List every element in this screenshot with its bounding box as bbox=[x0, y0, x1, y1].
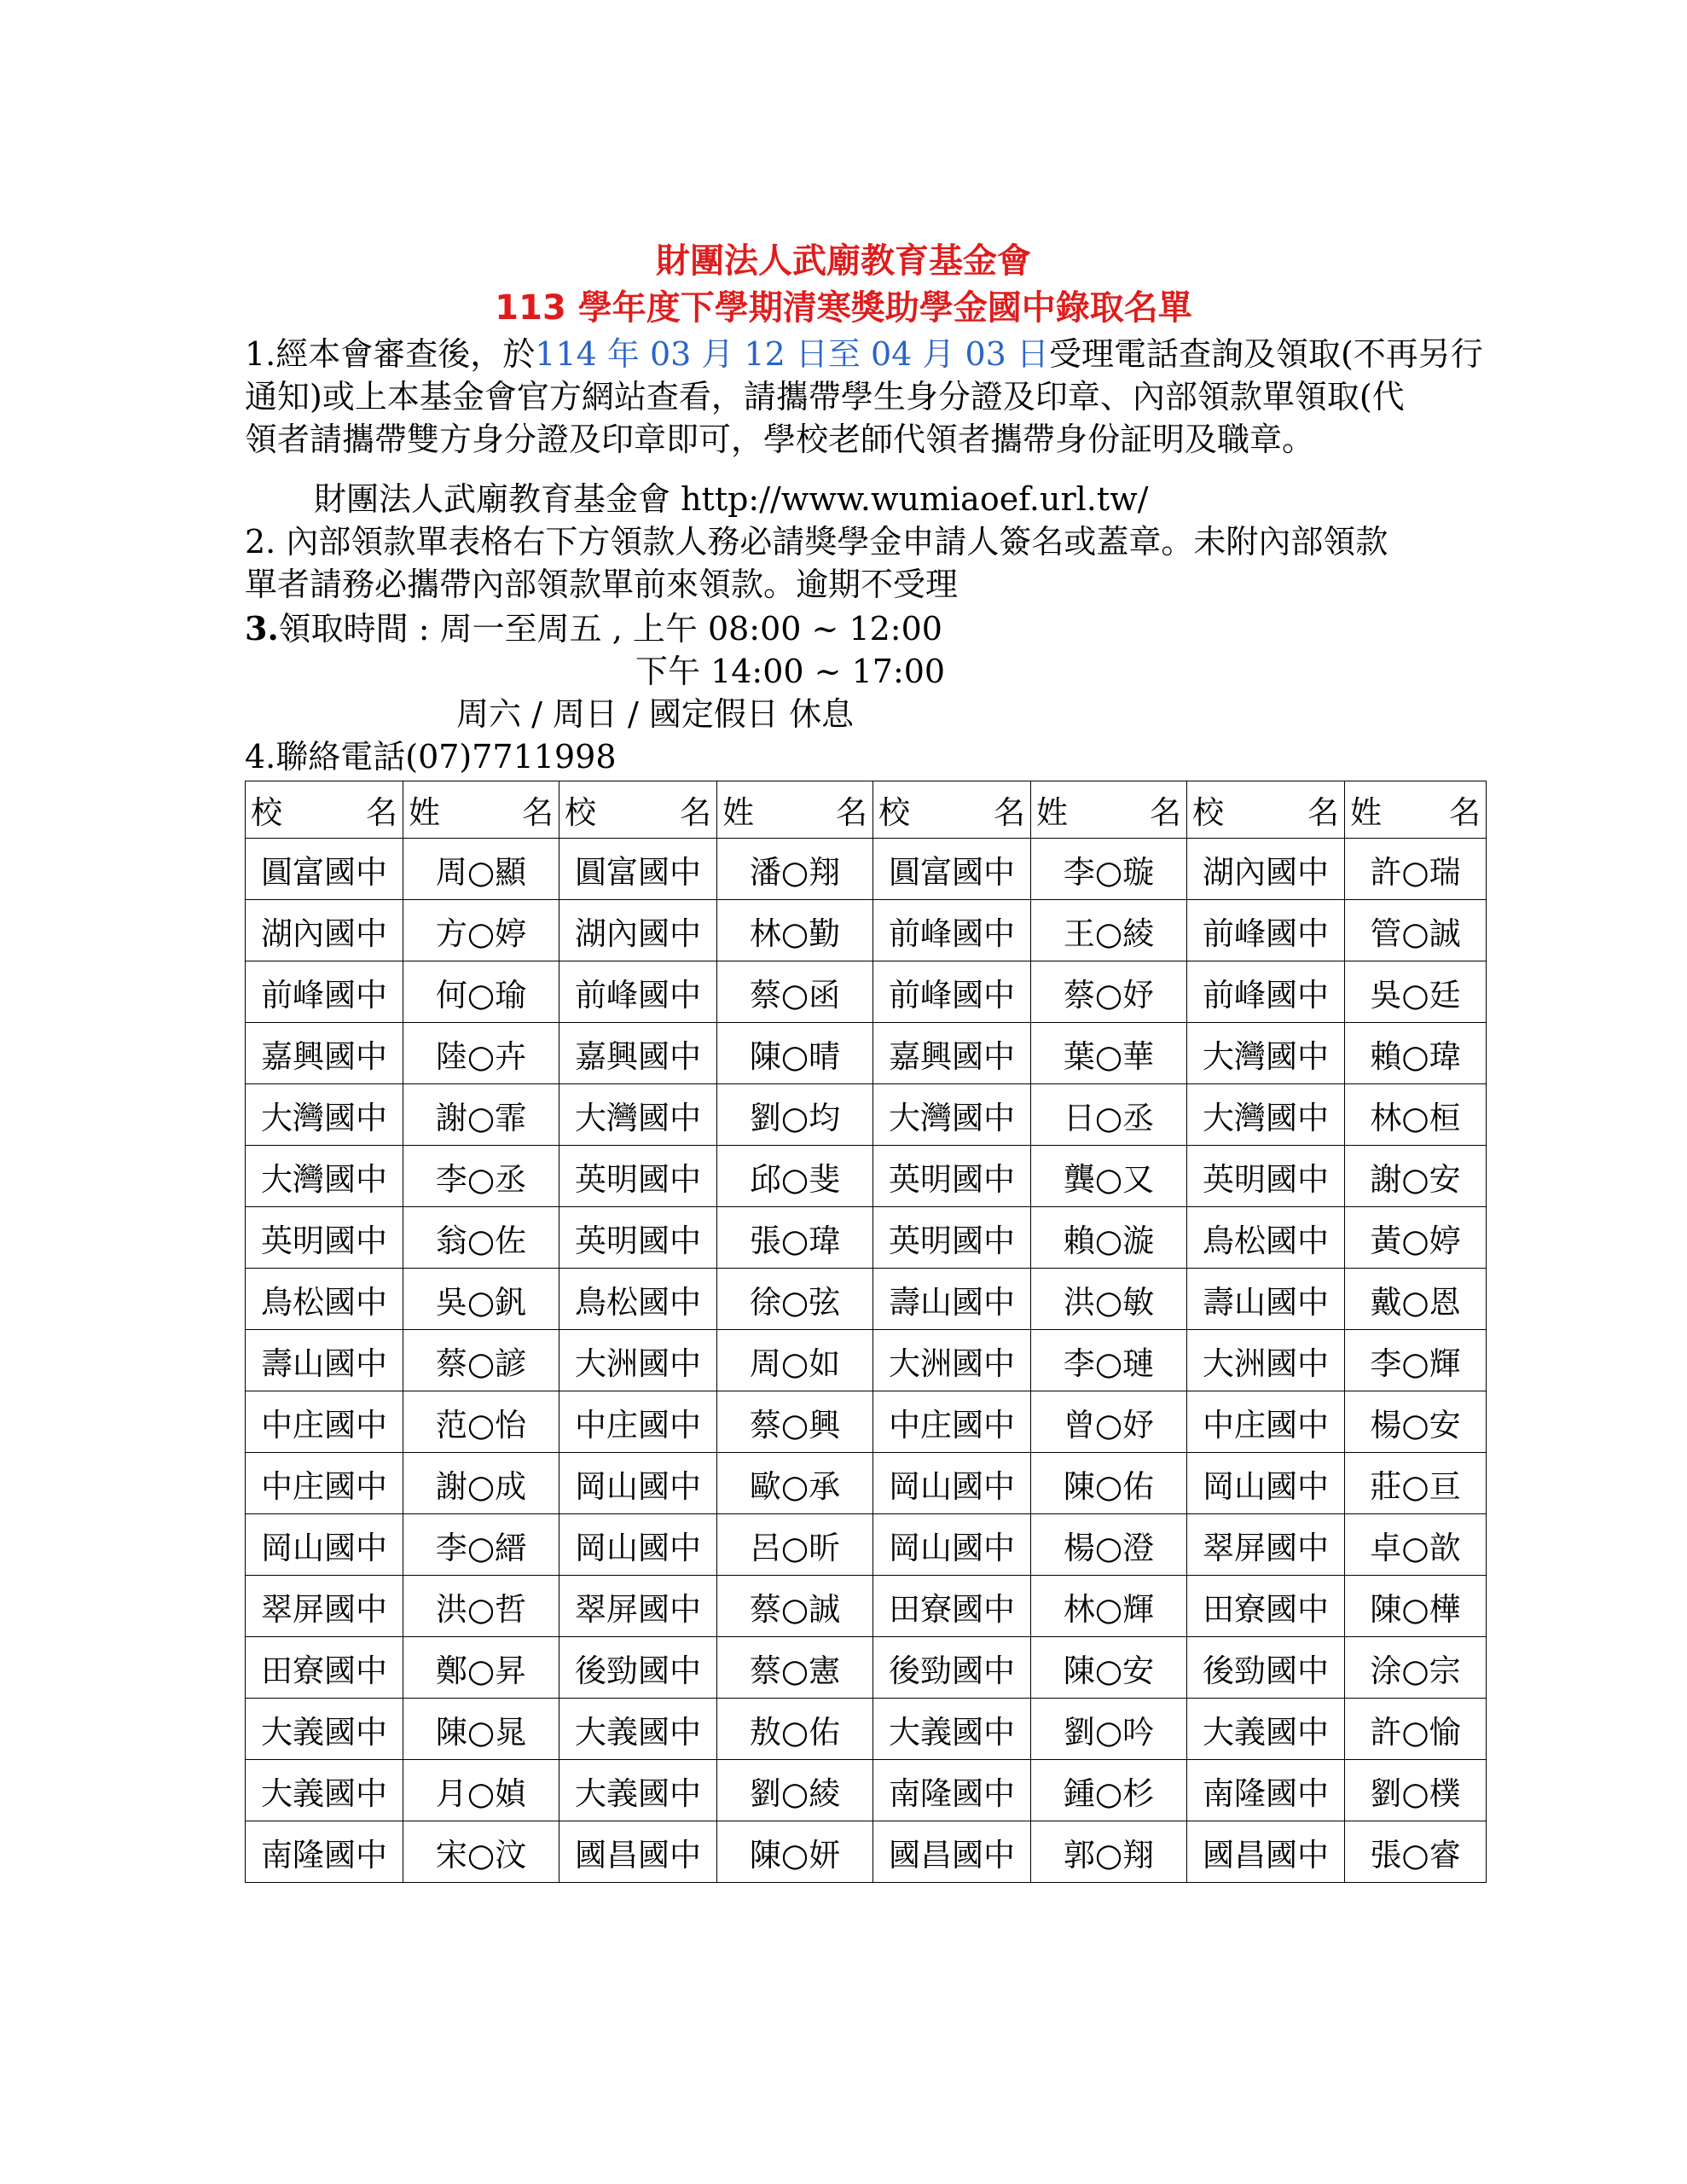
student-name-cell: 楊○澄 bbox=[1031, 1514, 1187, 1576]
school-cell: 湖內國中 bbox=[559, 900, 717, 961]
school-cell: 田寮國中 bbox=[246, 1637, 403, 1699]
student-name-cell: 管○誠 bbox=[1345, 900, 1487, 961]
table-row bbox=[246, 1637, 1487, 1699]
school-cell: 國昌國中 bbox=[1187, 1821, 1345, 1883]
table-row bbox=[246, 1453, 1487, 1514]
school-cell: 南隆國中 bbox=[246, 1821, 403, 1883]
school-cell: 英明國中 bbox=[246, 1207, 403, 1269]
name-column-header bbox=[1031, 781, 1187, 839]
student-name-cell: 謝○霏 bbox=[403, 1084, 559, 1146]
school-cell: 岡山國中 bbox=[873, 1453, 1031, 1514]
student-name-cell: 賴○瑋 bbox=[1345, 1023, 1487, 1084]
school-cell: 鳥松國中 bbox=[246, 1269, 403, 1330]
school-cell: 翠屏國中 bbox=[559, 1576, 717, 1637]
school-cell: 大灣國中 bbox=[246, 1146, 403, 1207]
school-cell: 中庄國中 bbox=[246, 1453, 403, 1514]
header-char: 姓 bbox=[722, 794, 754, 831]
name-column-header bbox=[717, 781, 873, 839]
student-name-cell: 蔡○誠 bbox=[717, 1576, 873, 1637]
table-row bbox=[246, 961, 1487, 1023]
student-name-cell: 蔡○憲 bbox=[717, 1637, 873, 1699]
student-name-cell: 李○縉 bbox=[403, 1514, 559, 1576]
header-label bbox=[559, 787, 716, 833]
student-name-cell: 鄭○昇 bbox=[403, 1637, 559, 1699]
school-cell: 大義國中 bbox=[1187, 1699, 1345, 1760]
school-cell: 大義國中 bbox=[246, 1699, 403, 1760]
school-cell: 田寮國中 bbox=[1187, 1576, 1345, 1637]
header-char: 名 bbox=[836, 794, 867, 831]
header-char: 名 bbox=[1150, 794, 1181, 831]
student-name-cell: 陳○妍 bbox=[717, 1821, 873, 1883]
school-cell: 大洲國中 bbox=[873, 1330, 1031, 1391]
student-name-cell: 謝○成 bbox=[403, 1453, 559, 1514]
student-name-cell: 周○如 bbox=[717, 1330, 873, 1391]
student-name-cell: 李○璇 bbox=[1031, 839, 1187, 900]
student-name-cell: 楊○安 bbox=[1345, 1391, 1487, 1453]
student-name-cell: 呂○昕 bbox=[717, 1514, 873, 1576]
student-name-cell: 卓○歆 bbox=[1345, 1514, 1487, 1576]
school-cell: 英明國中 bbox=[873, 1207, 1031, 1269]
school-cell: 大灣國中 bbox=[873, 1084, 1031, 1146]
school-cell: 後勁國中 bbox=[1187, 1637, 1345, 1699]
student-name-cell: 戴○恩 bbox=[1345, 1269, 1487, 1330]
student-name-cell: 曾○妤 bbox=[1031, 1391, 1187, 1453]
school-cell: 岡山國中 bbox=[559, 1514, 717, 1576]
school-cell: 南隆國中 bbox=[873, 1760, 1031, 1821]
school-cell: 前峰國中 bbox=[873, 961, 1031, 1023]
roster-table bbox=[245, 781, 1487, 1883]
student-name-cell: 陳○安 bbox=[1031, 1637, 1187, 1699]
notice-2-line-2: 單者請務必攜帶內部領款單前來領款。逾期不受理 bbox=[245, 566, 959, 603]
student-name-cell: 林○輝 bbox=[1031, 1576, 1187, 1637]
table-header-row bbox=[246, 781, 1487, 839]
school-cell: 嘉興國中 bbox=[559, 1023, 717, 1084]
student-name-cell: 龔○又 bbox=[1031, 1146, 1187, 1207]
item-number: 3. bbox=[245, 609, 279, 648]
header-char: 校 bbox=[878, 794, 910, 831]
student-name-cell: 方○婷 bbox=[403, 900, 559, 961]
student-name-cell: 莊○亘 bbox=[1345, 1453, 1487, 1514]
school-cell: 圓富國中 bbox=[873, 839, 1031, 900]
notice-dates: 114 年 03 月 12 日至 04 月 03 日 bbox=[535, 335, 1049, 373]
table-row bbox=[246, 1576, 1487, 1637]
school-cell: 後勁國中 bbox=[873, 1637, 1031, 1699]
school-cell: 大灣國中 bbox=[246, 1084, 403, 1146]
hours-line-2: 下午 14:00 ~ 17:00 bbox=[635, 653, 946, 690]
student-name-cell: 林○桓 bbox=[1345, 1084, 1487, 1146]
school-cell: 後勁國中 bbox=[559, 1637, 717, 1699]
table-row bbox=[246, 1760, 1487, 1821]
student-name-cell: 賴○漩 bbox=[1031, 1207, 1187, 1269]
student-name-cell: 何○瑜 bbox=[403, 961, 559, 1023]
student-name-cell: 劉○樸 bbox=[1345, 1760, 1487, 1821]
student-name-cell: 蔡○興 bbox=[717, 1391, 873, 1453]
header-label bbox=[1031, 787, 1186, 833]
school-cell: 岡山國中 bbox=[1187, 1453, 1345, 1514]
school-cell: 嘉興國中 bbox=[873, 1023, 1031, 1084]
table-row bbox=[246, 1330, 1487, 1391]
student-name-cell: 許○瑞 bbox=[1345, 839, 1487, 900]
school-cell: 大義國中 bbox=[873, 1699, 1031, 1760]
student-name-cell: 劉○吟 bbox=[1031, 1699, 1187, 1760]
school-cell: 前峰國中 bbox=[559, 961, 717, 1023]
header-label bbox=[873, 787, 1030, 833]
school-cell: 中庄國中 bbox=[246, 1391, 403, 1453]
contact-phone: 4.聯絡電話(07)7711998 bbox=[245, 738, 617, 775]
header-char: 名 bbox=[1449, 794, 1481, 831]
table-row bbox=[246, 1023, 1487, 1084]
foundation-title: 財團法人武廟教育基金會 bbox=[656, 241, 1031, 281]
student-name-cell: 月○媜 bbox=[403, 1760, 559, 1821]
header-label bbox=[717, 787, 872, 833]
table-row bbox=[246, 900, 1487, 961]
student-name-cell: 日○丞 bbox=[1031, 1084, 1187, 1146]
school-cell: 岡山國中 bbox=[246, 1514, 403, 1576]
header-char: 名 bbox=[994, 794, 1025, 831]
header-char: 校 bbox=[251, 794, 282, 831]
school-cell: 國昌國中 bbox=[873, 1821, 1031, 1883]
school-cell: 田寮國中 bbox=[873, 1576, 1031, 1637]
student-name-cell: 洪○哲 bbox=[403, 1576, 559, 1637]
student-name-cell: 吳○廷 bbox=[1345, 961, 1487, 1023]
school-cell: 圓富國中 bbox=[559, 839, 717, 900]
hours-text: 領取時間 : 周一至周五 , 上午 08:00 ~ 12:00 bbox=[278, 610, 942, 648]
student-name-cell: 陳○晴 bbox=[717, 1023, 873, 1084]
header-char: 姓 bbox=[1036, 794, 1068, 831]
notice-line-2: 通知)或上本基金會官方網站查看，請攜帶學生身分證及印章、內部領款單領取(代 bbox=[245, 378, 1405, 415]
school-column-header bbox=[559, 781, 717, 839]
school-cell: 大義國中 bbox=[559, 1699, 717, 1760]
notice-text: 受理電話查詢及領取(不再另行 bbox=[1048, 335, 1483, 373]
school-cell: 翠屏國中 bbox=[1187, 1514, 1345, 1576]
school-cell: 大洲國中 bbox=[559, 1330, 717, 1391]
student-name-cell: 郭○翔 bbox=[1031, 1821, 1187, 1883]
school-cell: 中庄國中 bbox=[873, 1391, 1031, 1453]
table-row bbox=[246, 1084, 1487, 1146]
school-cell: 中庄國中 bbox=[1187, 1391, 1345, 1453]
table-row bbox=[246, 1207, 1487, 1269]
student-name-cell: 蔡○諺 bbox=[403, 1330, 559, 1391]
header-char: 校 bbox=[565, 794, 596, 831]
name-column-header bbox=[1345, 781, 1487, 839]
table-row bbox=[246, 1514, 1487, 1576]
student-name-cell: 林○勤 bbox=[717, 900, 873, 961]
header-label bbox=[1345, 787, 1486, 833]
school-cell: 岡山國中 bbox=[559, 1453, 717, 1514]
school-cell: 英明國中 bbox=[559, 1146, 717, 1207]
name-column-header bbox=[403, 781, 559, 839]
school-cell: 中庄國中 bbox=[559, 1391, 717, 1453]
student-name-cell: 王○綾 bbox=[1031, 900, 1187, 961]
student-name-cell: 陳○樺 bbox=[1345, 1576, 1487, 1637]
school-cell: 嘉興國中 bbox=[246, 1023, 403, 1084]
school-cell: 英明國中 bbox=[873, 1146, 1031, 1207]
header-char: 姓 bbox=[1350, 794, 1382, 831]
school-cell: 大義國中 bbox=[246, 1760, 403, 1821]
student-name-cell: 周○顯 bbox=[403, 839, 559, 900]
school-cell: 翠屏國中 bbox=[246, 1576, 403, 1637]
school-column-header bbox=[246, 781, 403, 839]
header-label bbox=[403, 787, 559, 833]
notice-line-3: 領者請攜帶雙方身分證及印章即可，學校老師代領者攜帶身份証明及職章。 bbox=[245, 421, 1315, 458]
student-name-cell: 李○璉 bbox=[1031, 1330, 1187, 1391]
student-name-cell: 宋○汶 bbox=[403, 1821, 559, 1883]
school-cell: 大洲國中 bbox=[1187, 1330, 1345, 1391]
student-name-cell: 劉○綾 bbox=[717, 1760, 873, 1821]
hours-line-3: 周六 / 周日 / 國定假日 休息 bbox=[456, 695, 855, 733]
website-line: 財團法人武廟教育基金會 http://www.wumiaoef.url.tw/ bbox=[314, 480, 1149, 518]
header-char: 名 bbox=[1307, 794, 1339, 831]
student-name-cell: 許○愉 bbox=[1345, 1699, 1487, 1760]
school-column-header bbox=[1187, 781, 1345, 839]
school-cell: 前峰國中 bbox=[873, 900, 1031, 961]
student-name-cell: 張○睿 bbox=[1345, 1821, 1487, 1883]
student-name-cell: 黃○婷 bbox=[1345, 1207, 1487, 1269]
student-name-cell: 陸○卉 bbox=[403, 1023, 559, 1084]
school-cell: 前峰國中 bbox=[1187, 900, 1345, 961]
table-row bbox=[246, 1821, 1487, 1883]
student-name-cell: 劉○均 bbox=[717, 1084, 873, 1146]
student-name-cell: 翁○佐 bbox=[403, 1207, 559, 1269]
student-name-cell: 李○輝 bbox=[1345, 1330, 1487, 1391]
header-label bbox=[1187, 787, 1344, 833]
table-body bbox=[246, 839, 1487, 1883]
student-name-cell: 謝○安 bbox=[1345, 1146, 1487, 1207]
header-char: 名 bbox=[366, 794, 397, 831]
school-cell: 鳥松國中 bbox=[1187, 1207, 1345, 1269]
student-name-cell: 邱○斐 bbox=[717, 1146, 873, 1207]
school-cell: 湖內國中 bbox=[1187, 839, 1345, 900]
header-char: 名 bbox=[680, 794, 711, 831]
student-name-cell: 葉○華 bbox=[1031, 1023, 1187, 1084]
school-cell: 壽山國中 bbox=[1187, 1269, 1345, 1330]
table-row bbox=[246, 1391, 1487, 1453]
header-label bbox=[246, 787, 403, 833]
school-cell: 壽山國中 bbox=[873, 1269, 1031, 1330]
header-char: 名 bbox=[522, 794, 554, 831]
header-char: 姓 bbox=[409, 794, 440, 831]
notice-line-1 bbox=[245, 333, 1483, 375]
student-name-cell: 吳○釩 bbox=[403, 1269, 559, 1330]
header-char: 校 bbox=[1192, 794, 1224, 831]
student-name-cell: 涂○宗 bbox=[1345, 1637, 1487, 1699]
school-cell: 國昌國中 bbox=[559, 1821, 717, 1883]
student-name-cell: 蔡○函 bbox=[717, 961, 873, 1023]
school-cell: 大義國中 bbox=[559, 1760, 717, 1821]
student-name-cell: 張○瑋 bbox=[717, 1207, 873, 1269]
school-column-header bbox=[873, 781, 1031, 839]
school-cell: 岡山國中 bbox=[873, 1514, 1031, 1576]
school-cell: 前峰國中 bbox=[1187, 961, 1345, 1023]
student-name-cell: 敖○佑 bbox=[717, 1699, 873, 1760]
list-title: 113 學年度下學期清寒獎助學金國中錄取名單 bbox=[495, 288, 1192, 328]
school-cell: 大灣國中 bbox=[559, 1084, 717, 1146]
table-row bbox=[246, 1146, 1487, 1207]
school-cell: 英明國中 bbox=[559, 1207, 717, 1269]
school-cell: 鳥松國中 bbox=[559, 1269, 717, 1330]
student-name-cell: 鍾○杉 bbox=[1031, 1760, 1187, 1821]
hours-line-1 bbox=[245, 607, 1456, 650]
student-name-cell: 蔡○妤 bbox=[1031, 961, 1187, 1023]
student-name-cell: 陳○晁 bbox=[403, 1699, 559, 1760]
student-name-cell: 李○丞 bbox=[403, 1146, 559, 1207]
school-cell: 壽山國中 bbox=[246, 1330, 403, 1391]
student-name-cell: 陳○佑 bbox=[1031, 1453, 1187, 1514]
school-cell: 前峰國中 bbox=[246, 961, 403, 1023]
notice-text: 1.經本會審查後，於 bbox=[245, 335, 536, 373]
student-name-cell: 范○怡 bbox=[403, 1391, 559, 1453]
school-cell: 圓富國中 bbox=[246, 839, 403, 900]
school-cell: 湖內國中 bbox=[246, 900, 403, 961]
school-cell: 大灣國中 bbox=[1187, 1023, 1345, 1084]
table-row bbox=[246, 1269, 1487, 1330]
school-cell: 英明國中 bbox=[1187, 1146, 1345, 1207]
school-cell: 大灣國中 bbox=[1187, 1084, 1345, 1146]
student-name-cell: 歐○承 bbox=[717, 1453, 873, 1514]
table-row bbox=[246, 839, 1487, 900]
student-name-cell: 洪○敏 bbox=[1031, 1269, 1187, 1330]
school-cell: 南隆國中 bbox=[1187, 1760, 1345, 1821]
notice-2-line-1: 2. 內部領款單表格右下方領款人務必請獎學金申請人簽名或蓋章。未附內部領款 bbox=[245, 523, 1388, 561]
student-name-cell: 徐○弦 bbox=[717, 1269, 873, 1330]
table-row bbox=[246, 1699, 1487, 1760]
student-name-cell: 潘○翔 bbox=[717, 839, 873, 900]
